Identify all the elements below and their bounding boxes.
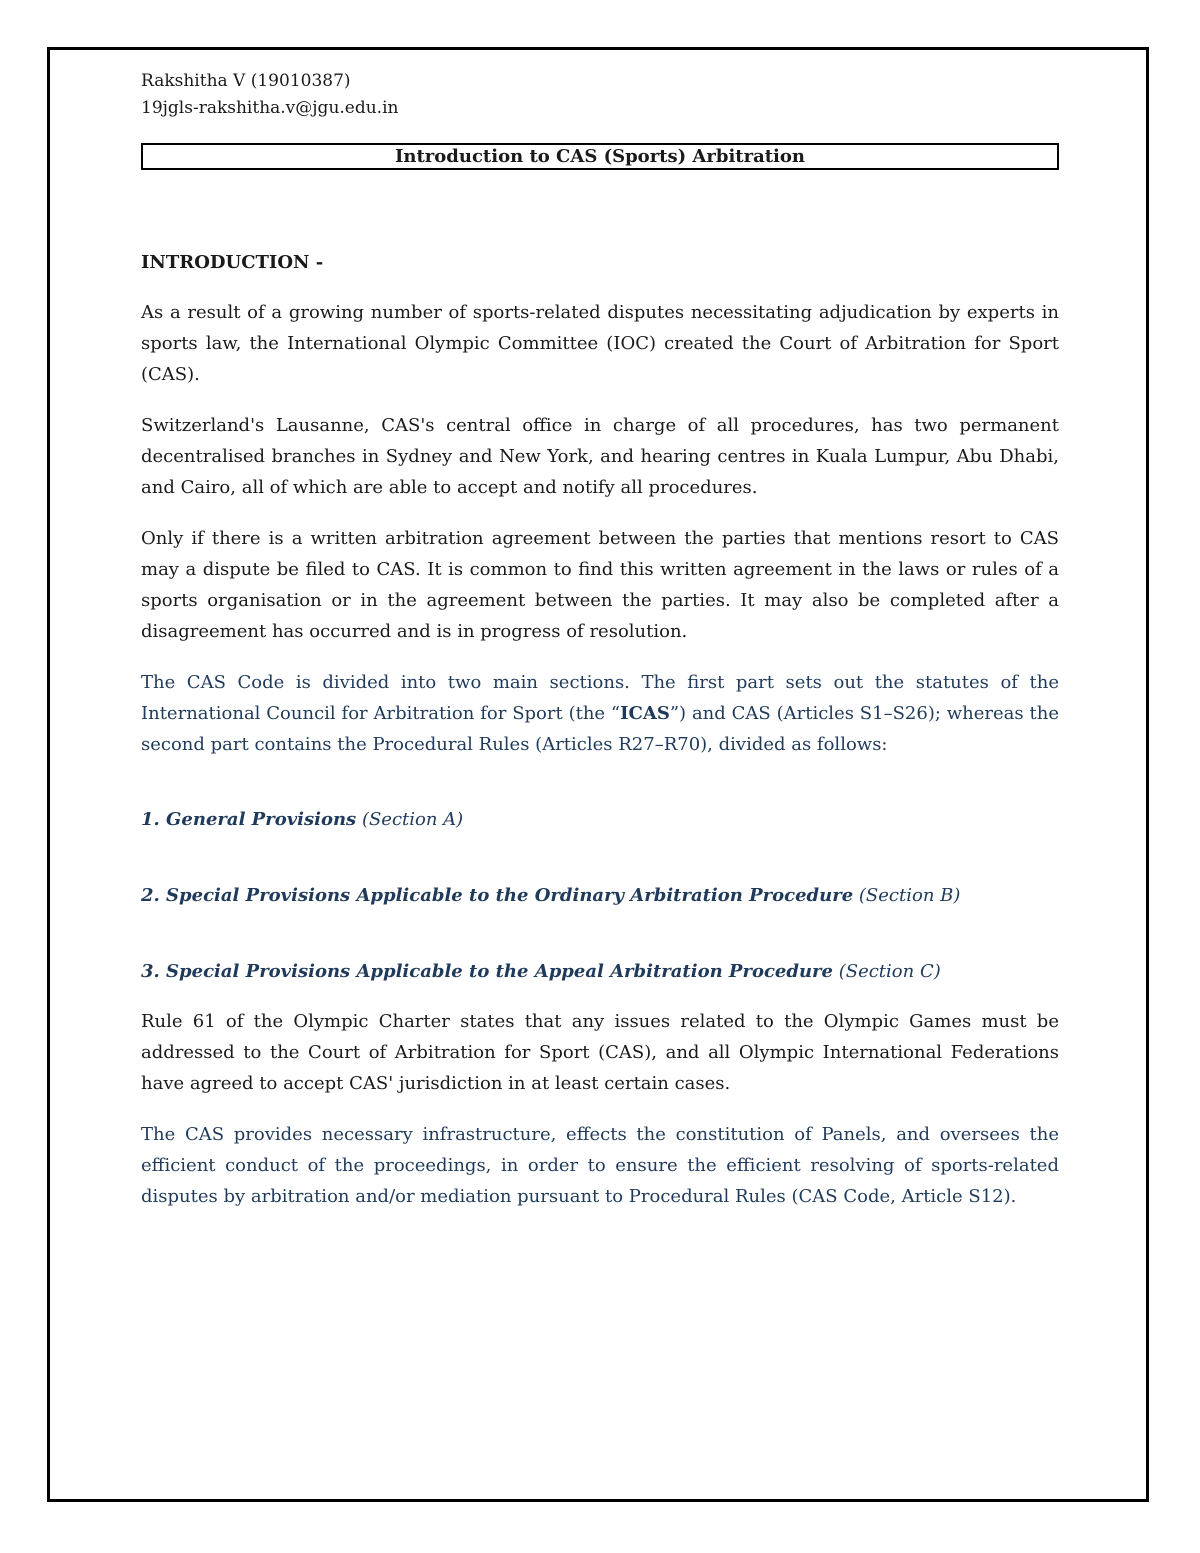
list-item-title: 3. Special Provisions Applicable to the Appeal Arbitration Procedure [141, 961, 833, 982]
author-email: 19jgls-rakshitha.v@jgu.edu.in [141, 98, 399, 118]
list-item-title: 1. General Provisions [141, 809, 357, 830]
paragraph-5: Rule 61 of the Olympic Charter states that any issues related to the Olympic Games must be addressed to the Court of Arbitration for Sport (CAS), and all Olympic International Federations have agreed to accept CAS' jurisdiction in at least certain cases. [141, 1011, 1059, 1094]
list-item-3 [141, 958, 1059, 986]
paragraph-6: The CAS provides necessary infrastructure, effects the constitution of Panels, and oversees the efficient conduct of the proceedings, in order to ensure the efficient resolving of sports-related disputes by arbitration and/or mediation pursuant to Procedural Rules (CAS Code, Article S12). [141, 1124, 1059, 1207]
document-title: Introduction to CAS (Sports) Arbitration [141, 143, 1059, 170]
paragraph-1: As a result of a growing number of sports-related disputes necessitating adjudication by experts in sports law, the International Olympic Committee (IOC) created the Court of Arbitration for Sport (CAS). [141, 302, 1059, 385]
paragraph-2: Switzerland's Lausanne, CAS's central office in charge of all procedures, has two permanent decentralised branches in Sydney and New York, and hearing centres in Kuala Lumpur, Abu Dhabi, and Cairo, all of which are able to accept and notify all procedures. [141, 415, 1059, 498]
paragraph-4 [141, 667, 1059, 760]
author-name: Rakshitha V (19010387) [141, 71, 351, 91]
paragraph-3: Only if there is a written arbitration agreement between the parties that mentions resort to CAS may a dispute be filed to CAS. It is common to find this written agreement in the laws or rules of a sports organisation or in the agreement between the parties. It may also be completed after a disagreement has occurred and is in progress of resolution. [141, 528, 1059, 642]
paragraph-4-part-b: ”) and CAS (Articles S1–S26); whereas the second part contains the Procedural Rules (Articles R27–R70), divided as follows: [141, 703, 1059, 755]
paragraph-4-part-a: The CAS Code is divided into two main sections. The first part sets out the statutes of the International Council for Arbitration for Sport (the “ [141, 672, 1059, 724]
list-item-section: (Section B) [858, 885, 961, 906]
list-item-section: (Section A) [361, 809, 464, 830]
list-item-1 [141, 806, 1059, 834]
list-item-title: 2. Special Provisions Applicable to the Ordinary Arbitration Procedure [141, 885, 854, 906]
list-item-2 [141, 882, 1059, 910]
document-content [141, 68, 1059, 1212]
section-heading: INTRODUCTION - [141, 252, 324, 273]
icas-term: ICAS [620, 703, 670, 724]
list-item-section: (Section C) [838, 961, 941, 982]
